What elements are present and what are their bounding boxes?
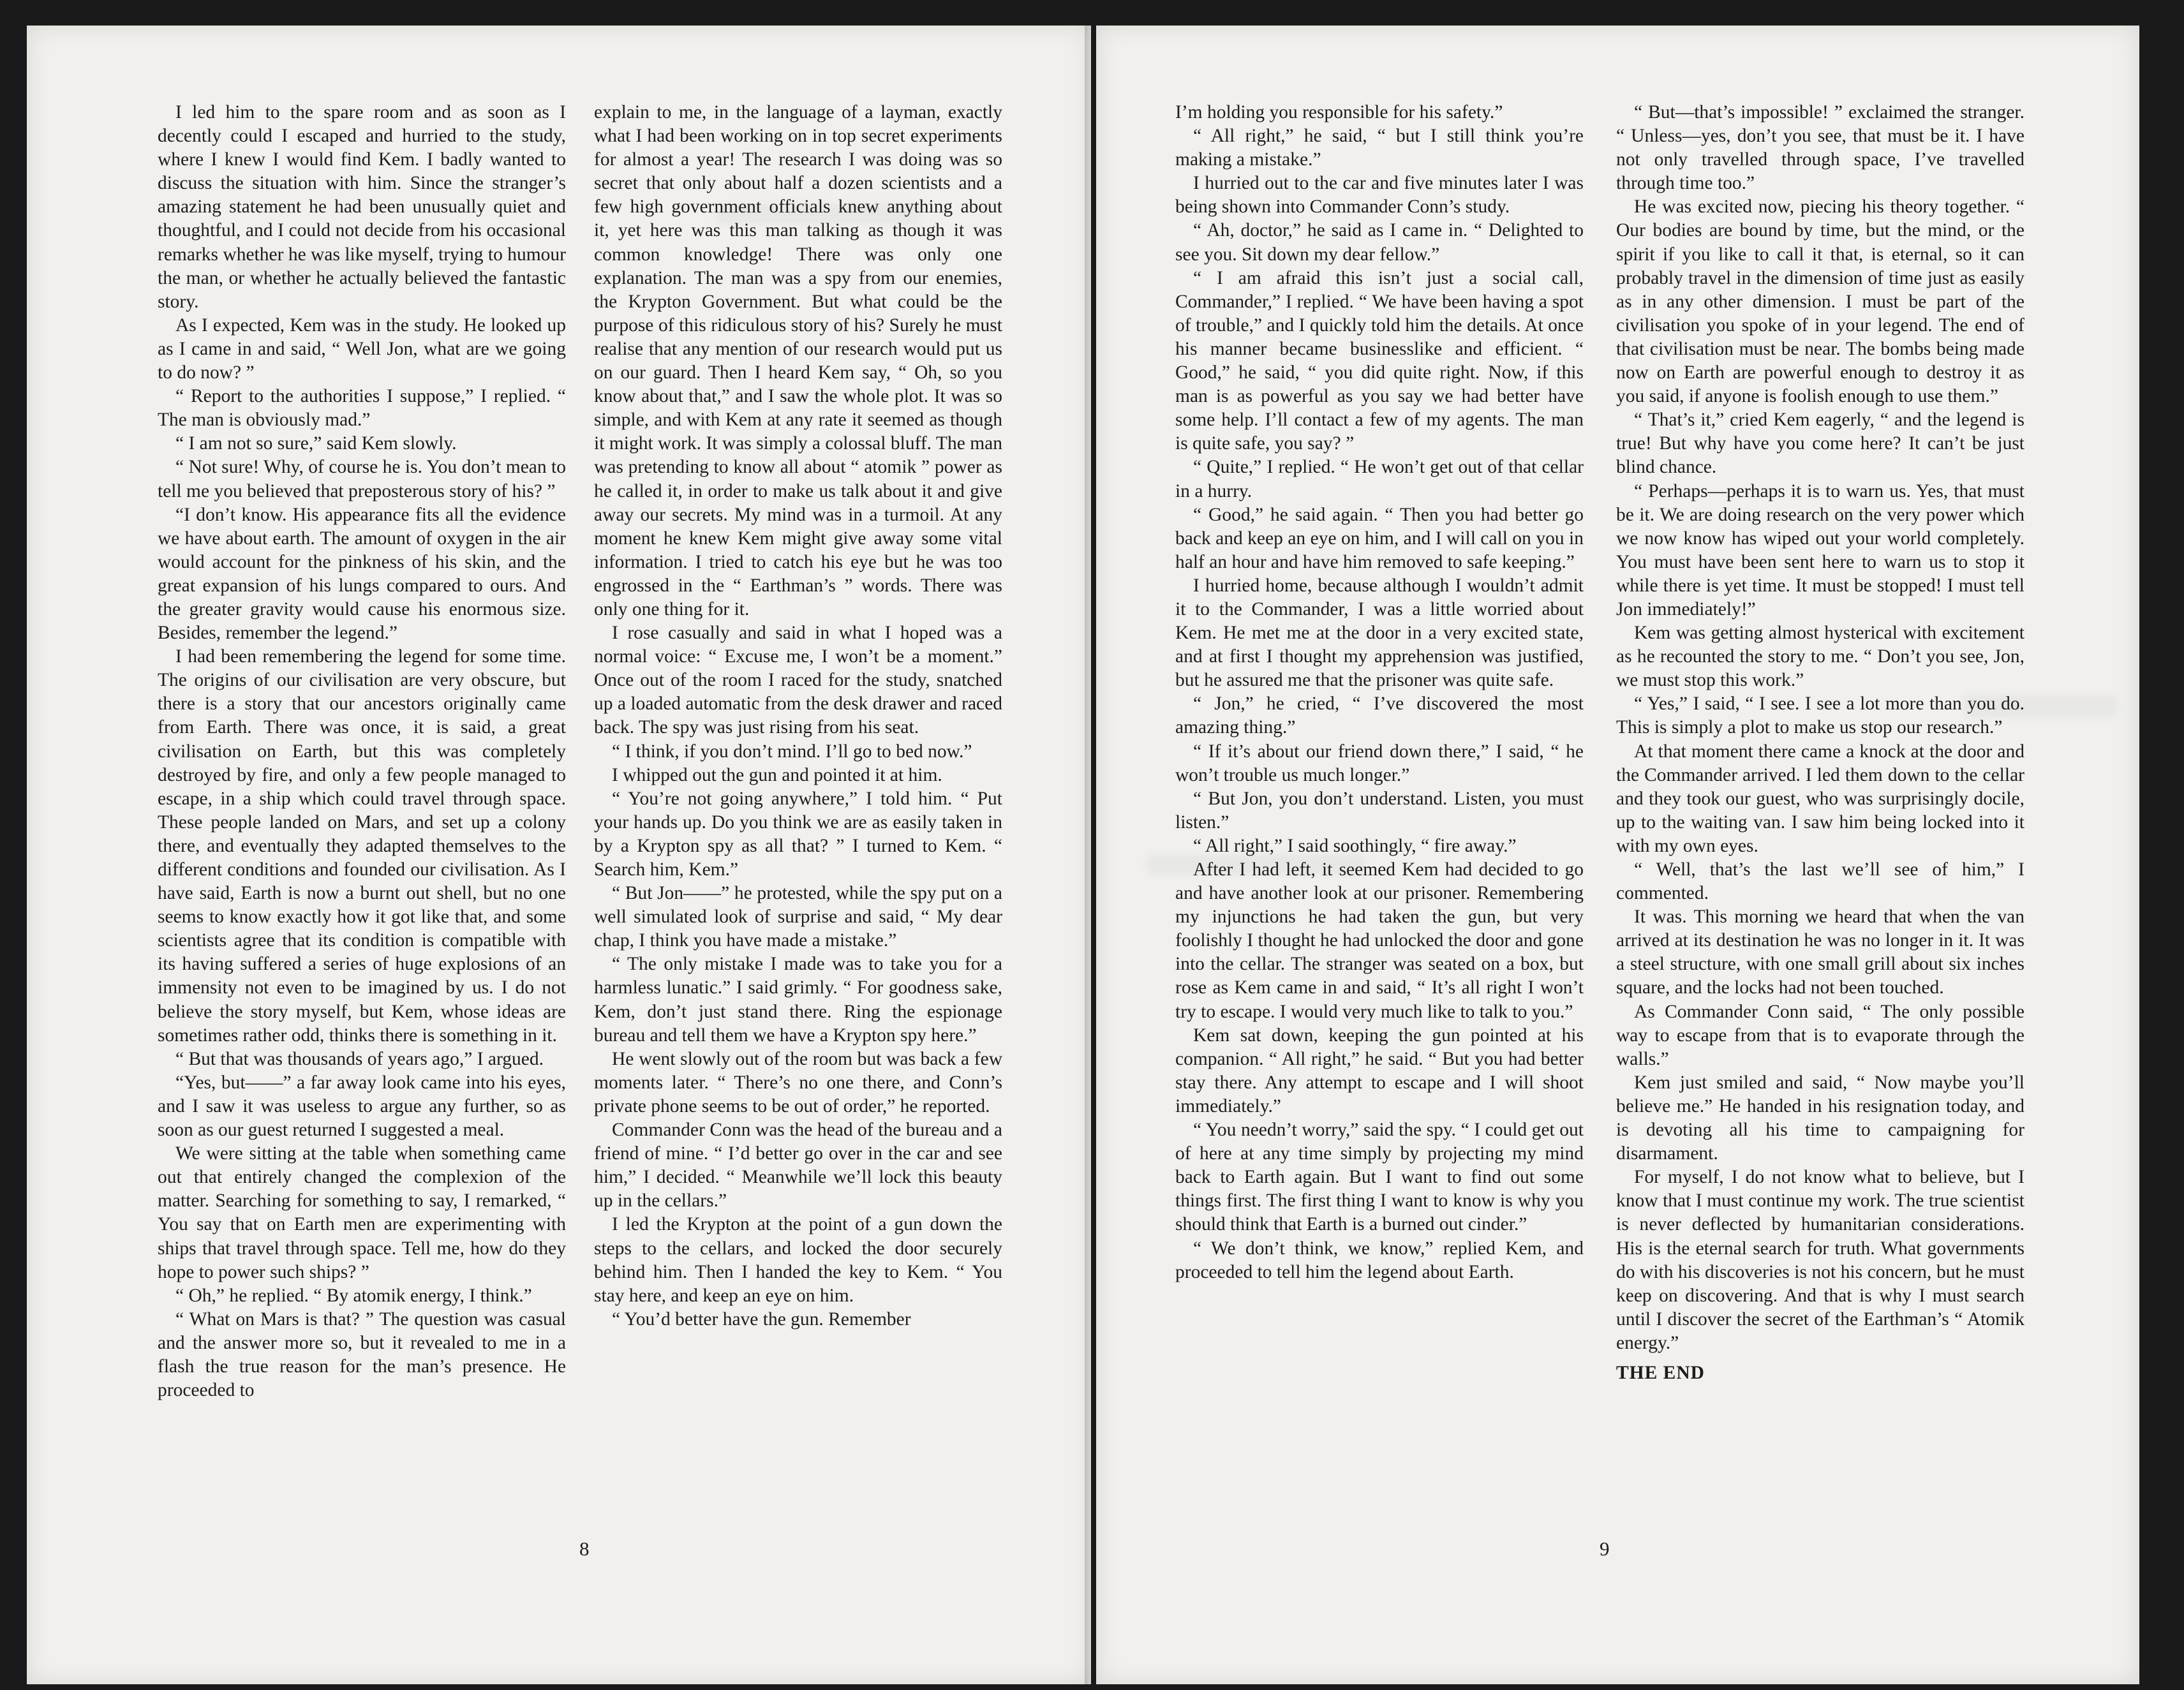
paragraph: “ Ah, doctor,” he said as I came in. “ Delighted to see you. Sit down my dear fellow.”: [1175, 220, 1584, 265]
paragraph: Kem just smiled and said, “ Now maybe you’ll believe me.” He handed in his resignation today, and is devoting all his time to campaigning for disarmament.: [1616, 1072, 2024, 1164]
paragraph: For myself, I do not know what to believe, but I know that I must continue my work. The true scientist is never deflected by humanitarian considerations. His is the eternal search for truth. What governments do with his discoveries is not his concern, but he must keep on discovering. And that is why I must search until I discover the secret of the Earthman’s “ Atomik energy.”: [1616, 1167, 2024, 1353]
paragraph: Kem sat down, keeping the gun pointed at his companion. “ All right,” he said. “ But you had better stay there. Any attempt to escape and I will shoot immediately.”: [1175, 1025, 1584, 1116]
page-number-right: 9: [1600, 1538, 1610, 1560]
paragraph: We were sitting at the table when something came out that entirely changed the complexion of the matter. Searching for something to say, I remarked, “ You say that on Earth men are experimenting with ships that travel through space. Tell me, how do they hope to power such ships? ”: [158, 1143, 566, 1282]
paragraph: He went slowly out of the room but was back a few moments later. “ There’s no one there, and Conn’s private phone seems to be out of order,” he reported.: [594, 1048, 1002, 1116]
paragraph: “ You’d better have the gun. Remember: [612, 1308, 911, 1330]
paragraph: explain to me, in the language of a layman, exactly what I had been working on in top secret experiments for almost a year! The research I was doing was so secret that only about half a dozen scientists and a few high government officials knew anything about it, yet here was this man talking as though it was common knowledge! There was only one explanation. The man was a spy from our enemies, the Krypton Government. But what could be the purpose of this ridiculous story of his? Surely he must realise that any mention of our research would put us on our guard. Then I heard Kem say, “ Oh, so you know about that,” and I saw the whole plot. It was so simple, and with Kem at any rate it seemed as though it might work. It was simply a colossal bluff. The man was pretending to know all about “ atomik ” power as he called it, in order to make us talk about it and give away our secrets. My mind was in a turmoil. At any moment he knew Kem might give away some vital information. I tried to catch his eye but he was too engrossed in the “ Earthman’s ” words. There was only one thing for it.: [594, 102, 1002, 619]
paragraph: Commander Conn was the head of the bureau and a friend of mine. “ I’d better go over in the car and see him,” I decided. “ Meanwhile we’ll lock this beauty up in the cellars.”: [594, 1120, 1002, 1212]
text-column-3: [1175, 101, 1584, 1523]
paragraph: “ Report to the authorities I suppose,” I replied. “ The man is obviously mad.”: [158, 386, 566, 431]
paragraph: “ Not sure! Why, of course he is. You don’t mean to tell me you believed that preposterous story of his? ”: [158, 457, 566, 501]
paragraph: “ But Jon——” he protested, while the spy put on a well simulated look of surprise and said, “ My dear chap, I think you have made a mistake.”: [594, 883, 1002, 951]
paragraph: “ Well, that’s the last we’ll see of him,” I commented.: [1616, 859, 2024, 904]
paragraph: I hurried out to the car and five minutes later I was being shown into Commander Conn’s study.: [1175, 173, 1584, 218]
paragraph: “ Good,” he said again. “ Then you had better go back and keep an eye on him, and I will call on you in half an hour and have him removed to safe keeping.”: [1175, 504, 1584, 572]
page-number-left: 8: [579, 1538, 590, 1560]
paragraph: “ I am not so sure,” said Kem slowly.: [175, 433, 457, 454]
text-column-4: [1616, 101, 2024, 1523]
paragraph: I rose casually and said in what I hoped was a normal voice: “ Excuse me, I won’t be a moment.” Once out of the room I raced for the study, snatched up a loaded automatic from the desk drawer and raced back. The spy was just rising from his seat.: [594, 623, 1002, 738]
text-column-1: [158, 101, 566, 1523]
paragraph: “ That’s it,” cried Kem eagerly, “ and the legend is true! But why have you come here? It can’t be just blind chance.: [1616, 410, 2024, 478]
text-column-2: [594, 101, 1002, 1523]
paragraph: I whipped out the gun and pointed it at him.: [612, 764, 942, 785]
paragraph: “ You needn’t worry,” said the spy. “ I could get out of here at any time simply by projecting my mind back to Earth again. But I want to find out some things first. The first thing I want to know is why you should think that Earth is a burned out cinder.”: [1175, 1120, 1584, 1235]
paragraph: “ Jon,” he cried, “ I’ve discovered the most amazing thing.”: [1175, 693, 1584, 738]
paragraph: “ All right,” he said, “ but I still think you’re making a mistake.”: [1175, 126, 1584, 170]
paragraph: “ All right,” I said soothingly, “ fire away.”: [1193, 835, 1517, 856]
paragraph: “ What on Mars is that? ” The question was casual and the answer more so, but it revealed to me in a flash the true reason for the man’s presence. He proceeded to: [158, 1308, 566, 1401]
paragraph: “ The only mistake I made was to take you for a harmless lunatic.” I said grimly. “ For goodness sake, Kem, don’t just stand there. Ring the espionage bureau and tell them we have a Krypton spy here.”: [594, 954, 1002, 1046]
paragraph: As Commander Conn said, “ The only possible way to escape from that is to evaporate through the walls.”: [1616, 1001, 2024, 1069]
paragraph: “ Quite,” I replied. “ He won’t get out of that cellar in a hurry.: [1175, 457, 1584, 501]
paragraph: Kem was getting almost hysterical with excitement as he recounted the story to me. “ Don’t you see, Jon, we must stop this work.”: [1616, 623, 2024, 691]
paragraph: “I don’t know. His appearance fits all the evidence we have about earth. The amount of oxygen in the air would account for the pinkness of his skin, and the great expansion of his lungs compared to ours. And the greater gravity would cause his enormous size. Besides, remember the legend.”: [158, 504, 566, 644]
paragraph: “ You’re not going anywhere,” I told him. “ Put your hands up. Do you think we are as easily taken in by a Krypton spy as all that? ” I turned to Kem. “ Search him, Kem.”: [594, 788, 1002, 880]
paragraph: As I expected, Kem was in the study. He looked up as I came in and said, “ Well Jon, what are we going to do now? ”: [158, 315, 566, 383]
paragraph: He was excited now, piecing his theory together. “ Our bodies are bound by time, but the mind, or the spirit if you like to call it that, is eternal, so it can probably travel in the dimension of time just as easily as in any other dimension. I must be part of the civilisation you spoke of in your legend. The end of that civilisation must be near. The bombs being made now on Earth are powerful enough to destroy it as you said, if anyone is foolish enough to use them.”: [1616, 196, 2024, 407]
paragraph: “ But—that’s impossible! ” exclaimed the stranger. “ Unless—yes, don’t you see, that must be it. I have not only travelled through space, I’ve travelled through time too.”: [1616, 102, 2024, 194]
paragraph: I’m holding you responsible for his safety.”: [1175, 102, 1503, 122]
paragraph: I led the Krypton at the point of a gun down the steps to the cellars, and locked the door securely behind him. Then I handed the key to Kem. “ You stay here, and keep an eye on him.: [594, 1214, 1002, 1306]
paragraph: “ Yes,” I said, “ I see. I see a lot more than you do. This is simply a plot to make us stop our research.”: [1616, 693, 2024, 738]
paragraph: “ But Jon, you don’t understand. Listen, you must listen.”: [1175, 788, 1584, 833]
paragraph: At that moment there came a knock at the door and the Commander arrived. I led them down to the cellar and they took our guest, who was surprisingly docile, up to the waiting van. I saw him being locked into it with my own eyes.: [1616, 741, 2024, 856]
paragraph: “ Oh,” he replied. “ By atomik energy, I think.”: [175, 1285, 532, 1306]
paragraph: “ I am afraid this isn’t just a social call, Commander,” I replied. “ We have been having a spot of trouble,” and I quickly told him the details. At once his manner became businesslike and efficient. “ Good,” he said, “ you did quite right. Now, if this man is as powerful as you say we had better have some help. I’ll contact a few of my agents. The man is quite safe, you say? ”: [1175, 267, 1584, 454]
paragraph: “ I think, if you don’t mind. I’ll go to bed now.”: [612, 741, 972, 762]
paragraph: It was. This morning we heard that when the van arrived at its destination he was no longer in it. It was a steel structure, with one small grill about six inches square, and the locks had not been touched.: [1616, 907, 2024, 998]
paragraph: “ If it’s about our friend down there,” I said, “ he won’t trouble us much longer.”: [1175, 741, 1584, 785]
left-page: [27, 26, 1091, 1684]
paragraph: “ Perhaps—perhaps it is to warn us. Yes, that must be it. We are doing research on the very power which we now know has wiped out your world completely. You must have been sent here to warn us to stop it while there is yet time. It must be stopped! I must tell Jon immediately!”: [1616, 480, 2024, 619]
paragraph: “Yes, but——” a far away look came into his eyes, and I saw it was useless to argue any further, so as soon as our guest returned I suggested a meal.: [158, 1072, 566, 1141]
paragraph: I had been remembering the legend for some time. The origins of our civilisation are very obscure, but there is a story that our ancestors originally came from Earth. There was once, it is said, a great civilisation on Earth, but this was completely destroyed by fire, and only a few people managed to escape, in a ship which could travel through space. These people landed on Mars, and set up a colony there, and eventually they adapted themselves to the different conditions and founded our civilisation. As I have said, Earth is now a burnt out shell, but no one seems to know exactly how it got like that, and some scientists agree that its condition is compatible with its having suffered a series of huge explosions of an immensity not even to be imagined by us. I do not believe the story myself, but Kem, whose ideas are sometimes rather odd, thinks there is something in it.: [158, 646, 566, 1046]
paragraph: “ But that was thousands of years ago,” I argued.: [175, 1048, 544, 1069]
paragraph: I hurried home, because although I wouldn’t admit it to the Commander, I was a little worried about Kem. He met me at the door in a very excited state, and at first I thought my apprehension was justified, but he assured me that the prisoner was quite safe.: [1175, 575, 1584, 691]
right-page: [1096, 26, 2139, 1684]
the-end-heading: THE END: [1616, 1362, 1705, 1383]
paragraph: After I had left, it seemed Kem had decided to go and have another look at our prisoner. Remembering my injunctions he had taken the gun, but very foolishly I thought he had unlocked the door and gone into the cellar. The stranger was seated on a box, but rose as Kem came in and said, “ It’s all right I won’t try to escape. I would very much like to talk to you.”: [1175, 859, 1584, 1022]
paragraph: I led him to the spare room and as soon as I decently could I escaped and hurried to the study, where I knew I would find Kem. I badly wanted to discuss the situation with him. Since the stranger’s amazing statement he had been unusually quiet and thoughtful, and I could not decide from his occasional remarks whether he was like myself, trying to humour the man, or whether he actually believed the fantastic story.: [158, 102, 566, 312]
paragraph: “ We don’t think, we know,” replied Kem, and proceeded to tell him the legend about Earth.: [1175, 1238, 1584, 1282]
